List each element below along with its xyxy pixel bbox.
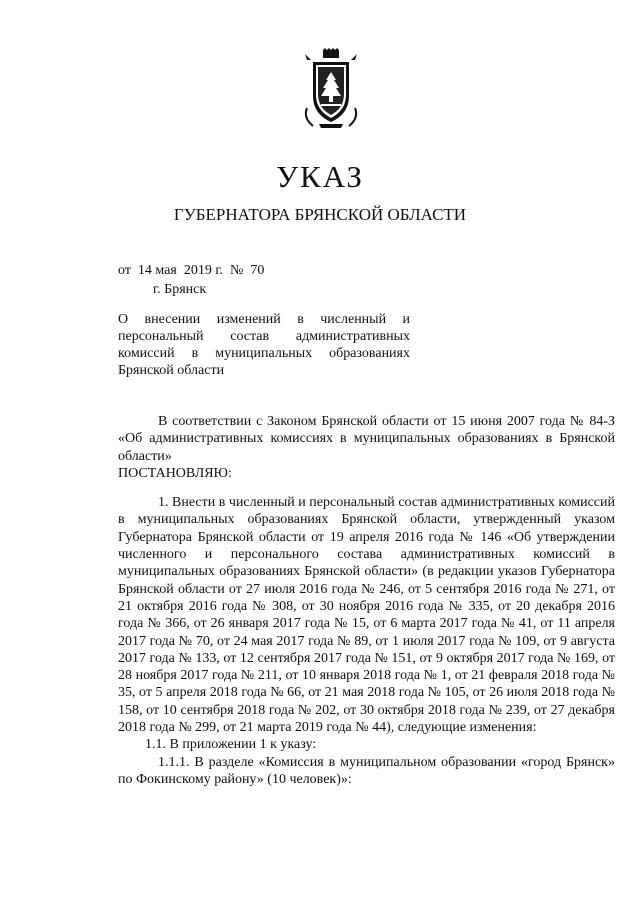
item-1-1-1-paragraph: 1.1.1. В разделе «Комиссия в муниципальном образовании «город Брянск» по Фокинскому району» (10 человек)»: [118, 754, 615, 787]
decree-word: ПОСТАНОВЛЯЮ: [118, 465, 232, 481]
document-subtitle: ГУБЕРНАТОРА БРЯНСКОЙ ОБЛАСТИ [173, 205, 467, 224]
item-1-1-paragraph: 1.1. В приложении 1 к указу: [145, 737, 317, 753]
coat-of-arms-icon [299, 48, 363, 130]
document-body [118, 413, 615, 788]
city-name: г. Брянск [153, 282, 207, 297]
paragraph-gap [118, 482, 615, 494]
preamble-paragraph: В соответствии с Законом Брянской области от 15 июня 2007 года № 84-З «Об административных комиссиях в муниципальных образованиях в Брянской области» [118, 414, 615, 464]
item-1-paragraph: 1. Внести в численный и персональный состав административных комиссий в муниципальных образованиях Брянской области, утвержденный указом Губернатора Брянской области от 19 апреля 2016 года № 146 «Об утверждении численного и персонального состава административных комиссий в муниципальных образованиях Брянской области» (в редакции указов Губернатора Брянской области от 27 июля 2016 года № 246, от 5 сентября 2016 года № 271, от 21 октября 2016 года № 308, от 30 ноября 2016 года № 335, от 20 декабря 2016 года № 366, от 26 января 2017 года № 15, от 6 марта 2017 года № 41, от 11 апреля 2017 года № 70, от 24 мая 2017 года № 89, от 1 июля 2017 года № 109, от 9 августа 2017 года № 133, от 12 сентября 2017 года № 151, от 9 октября 2017 года № 169, от 28 ноября 2017 года № 211, от 10 января 2018 года № 1, от 21 февраля 2018 года № 35, от 5 апреля 2018 года № 66, от 21 мая 2018 года № 105, от 26 июля 2018 года № 158, от 10 сентября 2018 года № 202, от 30 октября 2018 года № 239, от 27 декабря 2018 года № 299, от 21 марта 2019 года № 44), следующие изменения: [118, 495, 615, 736]
document-subject: О внесении изменений в численный и персональный состав административных комиссий в муниципальных образованиях Брянской области [118, 312, 410, 378]
date-number-line: от 14 мая 2019 г. № 70 [118, 263, 265, 278]
document-title: УКАЗ [276, 159, 364, 194]
